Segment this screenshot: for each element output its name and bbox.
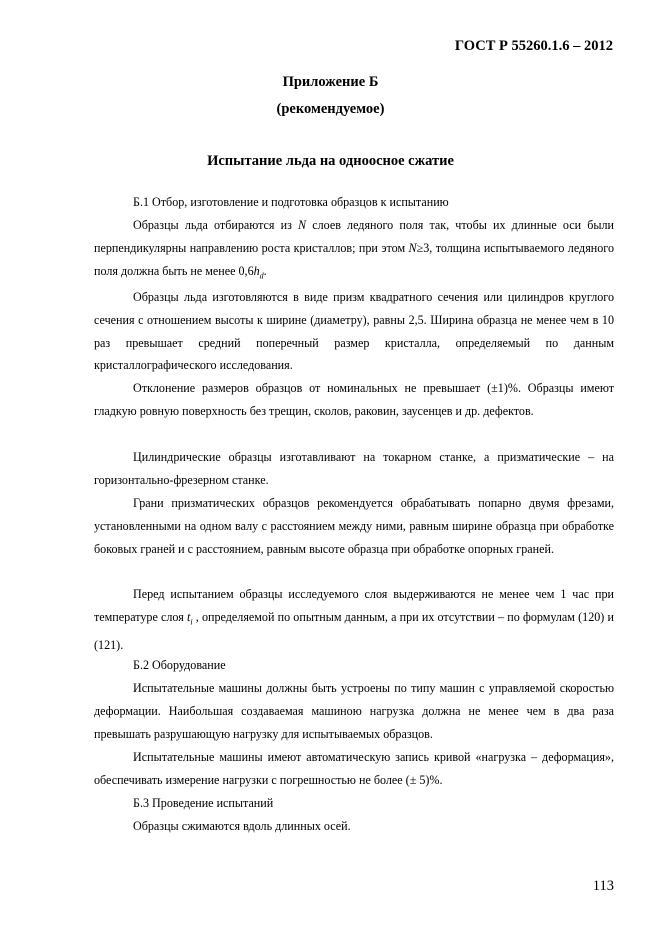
b2-heading: Б.2 Оборудование: [133, 658, 226, 672]
section-title: Испытание льда на одноосное сжатие: [207, 153, 454, 169]
b2-paragraph-2: Испытательные машины имеют автоматическую запись кривой «нагрузка – деформация», обеспечивать измерение нагрузки с погрешностью не более (± 5)%.: [94, 750, 614, 787]
b1-paragraph-5: Грани призматических образцов рекомендуется обрабатывать попарно двумя фрезами, установленными на одном валу с расстоянием между ними, равным ширине образца при обработке боковых граней и с расстоянием, равным высоте образца при обработке опорных граней.: [94, 496, 614, 556]
b1-paragraph-2: Образцы льда изготовляются в виде призм квадратного сечения или цилиндров круглого сечения с отношением высоты к ширине (диаметру), равны 2,5. Ширина образца не менее чем в 10 раз превышает средний поперечный размер кристалла, определяемый по данным кристаллографического исследования.: [94, 290, 614, 373]
b1-heading: Б.1 Отбор, изготовление и подготовка образцов к испытанию: [133, 195, 449, 209]
appendix-subtitle: (рекомендуемое): [276, 101, 385, 117]
b1-paragraph-1: Образцы льда отбираются из N слоев ледяного поля так, чтобы их длинные оси были перпендикулярны направлению роста кристаллов; при этом N≥3, толщина испытываемого ледяного поля должна быть не менее $0,6h_d$.: [94, 218, 614, 280]
appendix-title: Приложение Б: [282, 74, 379, 90]
b3-heading: Б.3 Проведение испытаний: [133, 796, 274, 810]
b1-paragraph-4: Цилиндрические образцы изготавливают на токарном станке, а призматические – на горизонтально-фрезерном станке.: [94, 450, 614, 487]
b3-paragraph-1: Образцы сжимаются вдоль длинных осей.: [133, 819, 351, 833]
page-number: 113: [592, 878, 614, 894]
b2-paragraph-1: Испытательные машины должны быть устроены по типу машин с управляемой скоростью деформации. Наибольшая создаваемая машиною нагрузка должна не менее чем в два раза превышать разрушающую нагрузку для испытываемых образцов.: [94, 681, 614, 741]
b1-paragraph-6: Перед испытанием образцы исследуемого слоя выдерживаются не менее чем 1 час при температуре слоя $t_i$ , определяемой по опытным данным, а при их отсутствии – по формулам (120) и (121).: [94, 587, 614, 652]
document-header: ГОСТ Р 55260.1.6 – 2012: [454, 38, 613, 54]
b1-paragraph-3: Отклонение размеров образцов от номинальных не превышает (±1)%. Образцы имеют гладкую ровную поверхность без трещин, сколов, раковин, заусенцев и др. дефектов.: [94, 381, 614, 418]
